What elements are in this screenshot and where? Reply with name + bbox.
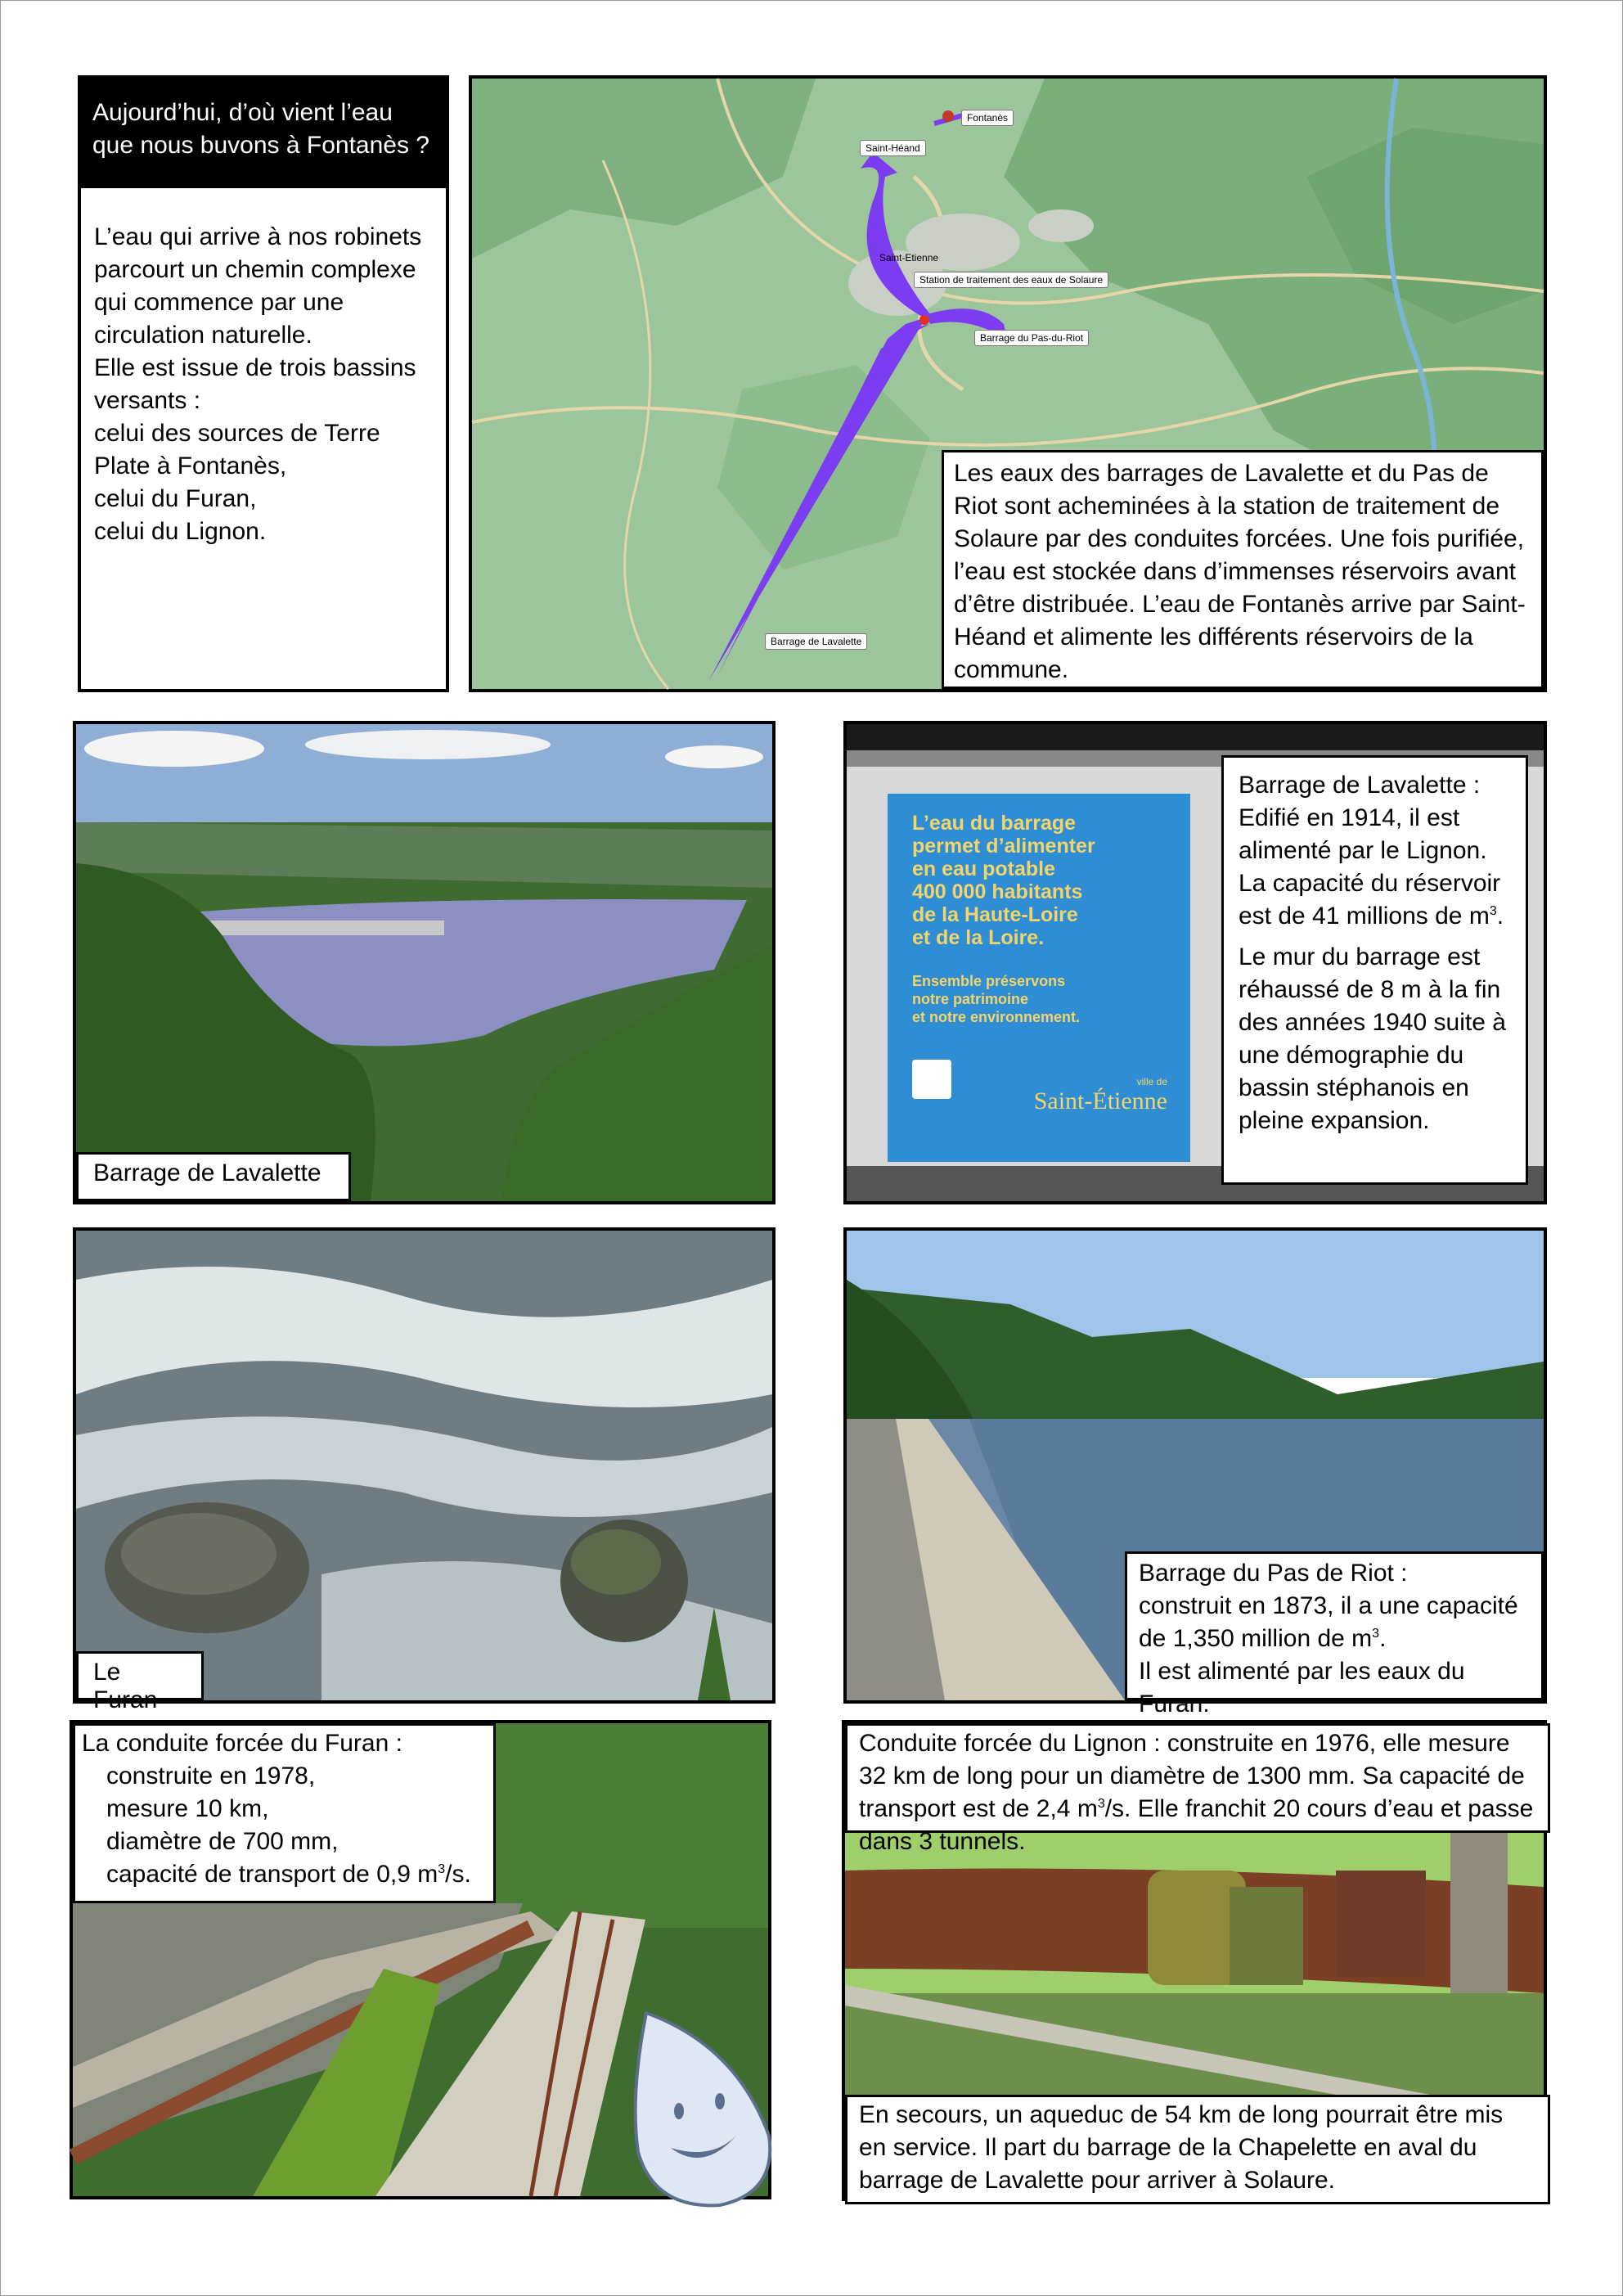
sign-line: 400 000 habitants [912, 880, 1083, 903]
intro-line: L’eau qui arrive à nos robinets parcourt un chemin complexe qui commence par une circulation naturelle. [94, 223, 422, 349]
furan-pipe-line: construite en 1978, [106, 1763, 316, 1790]
intro-panel [78, 75, 449, 692]
lavalette-lake-photo [76, 724, 772, 1201]
furan-photo-panel [73, 1227, 776, 1713]
lignon-pipe-t1: Conduite forcée du Lignon : construite en 1976, elle mesure 32 km de long pour un diamètre de 1300 mm. Sa capacité de transport est de 2,4 m [859, 1730, 1525, 1822]
lavalette-caption: Barrage de Lavalette [76, 1152, 351, 1201]
sign-line: en eau potable [912, 858, 1056, 880]
furan-pipe-l5: capacité de transport de 0,9 m [106, 1861, 438, 1888]
intro-text [81, 188, 446, 548]
lavalette-info-p1: Barrage de Lavalette : Edifié en 1914, il est alimenté par le Lignon. [1239, 772, 1487, 864]
sign-sub-line: Ensemble préservons [912, 973, 1066, 989]
furan-river-photo [76, 1231, 772, 1700]
pas-de-riot-panel [843, 1227, 1547, 1717]
lignon-pipe-t1-end: /s. Elle franchit 20 cours d’eau et passe dans 3 tunnels. [859, 1795, 1534, 1855]
furan-pipe-capacity [82, 1858, 487, 1891]
pas-de-riot-line: Il est alimenté par les eaux du Furan. [1139, 1658, 1465, 1717]
furan-pipe-l5-end: /s. [445, 1861, 471, 1888]
pas-de-riot-line: Barrage du Pas de Riot : [1139, 1560, 1408, 1587]
lavalette-info-p1b: La capacité du réservoir est de 41 millions de m [1239, 870, 1501, 930]
pas-de-riot-sup: 3 [1372, 1627, 1380, 1641]
sign-board [888, 794, 1190, 1162]
sign-line: L’eau du barrage [912, 812, 1077, 835]
agency-logo-icon [912, 1060, 951, 1099]
map-text: Les eaux des barrages de Lavalette et du Pas de Riot sont acheminées à la station de traitement de Solaure par des conduites forcées. Une fois purifiée, l’eau est stockée dans d’immenses réservoirs avant d’être distribuée. L’eau de Fontanès arrive par Saint-Héand et alimente les différents réservoirs de la commune. [954, 460, 1526, 683]
sign-sub-line: notre patrimoine [912, 991, 1029, 1007]
map-label-fontanes: Fontanès [961, 110, 1014, 126]
lavalette-info-sup: 3 [1489, 904, 1497, 918]
pas-de-riot-l3: de 1,350 million de m [1139, 1625, 1373, 1652]
lavalette-photo-panel [73, 721, 776, 1204]
intro-title-bar [81, 79, 446, 188]
intro-line: celui du Furan, [94, 485, 257, 512]
sign-city: Saint-Étienne [1033, 1087, 1167, 1114]
furan-caption: Le Furan [76, 1651, 204, 1700]
lavalette-info-capacity [1239, 867, 1511, 933]
lignon-pipe-sup: 3 [1097, 1797, 1105, 1811]
lavalette-sign-panel [843, 721, 1547, 1204]
map-label-pas-du-riot: Barrage du Pas-du-Riot [974, 330, 1089, 346]
sign-line: permet d’alimenter [912, 835, 1095, 858]
intro-line: celui du Lignon. [94, 518, 267, 545]
map-label-station: Station de traitement des eaux de Solaure [914, 272, 1108, 288]
map-label-saint-etienne: Saint-Etienne [879, 252, 939, 263]
furan-pipe-line: mesure 10 km, [106, 1795, 269, 1822]
sign-sub-line: et notre environnement. [912, 1009, 1081, 1025]
pas-de-riot-info-box [1125, 1551, 1544, 1717]
furan-pipe-sup: 3 [438, 1862, 446, 1876]
pas-de-riot-line: construit en 1873, il a une capacité [1139, 1592, 1518, 1619]
furan-pipe-line: La conduite forcée du Furan : [82, 1730, 402, 1757]
map-text-box [942, 450, 1544, 689]
furan-pipe-line: diamètre de 700 mm, [106, 1828, 339, 1855]
lavalette-info-p1b-end: . [1496, 903, 1504, 930]
sign-line: de la Haute-Loire [912, 903, 1078, 926]
intro-line: Elle est issue de trois bassins versants : [94, 354, 416, 414]
water-drop-mascot-icon [622, 1997, 785, 2209]
map-panel [469, 75, 1547, 692]
sign-city-small: ville de [1136, 1076, 1167, 1087]
lignon-backup-box [845, 2095, 1550, 2204]
furan-pipe-info-box [73, 1723, 496, 1903]
intro-title: Aujourd’hui, d’où vient l’eau que nous buvons à Fontanès ? [92, 99, 429, 159]
pas-de-riot-capacity [1139, 1623, 1530, 1655]
sign-line: et de la Loire. [912, 926, 1045, 949]
lavalette-info-box [1221, 755, 1528, 1185]
intro-line: celui des sources de Terre Plate à Fontanès, [94, 420, 380, 479]
map-label-saint-heand: Saint-Héand [860, 140, 926, 156]
lavalette-info-p2: Le mur du barrage est réhaussé de 8 m à la fin des années 1940 suite à une démographie du bassin stéphanois en pleine expansion. [1239, 943, 1506, 1134]
map-label-lavalette: Barrage de Lavalette [765, 633, 867, 650]
lignon-backup-text: En secours, un aqueduc de 54 km de long pourrait être mis en service. Il part du barrage de la Chapelette en aval du barrage de Lavalette pour arriver à Solaure. [859, 2101, 1504, 2194]
pas-de-riot-l3-end: . [1379, 1625, 1387, 1652]
lignon-pipe-info-box [845, 1723, 1550, 1855]
lignon-pipe-panel [842, 1720, 1547, 2201]
